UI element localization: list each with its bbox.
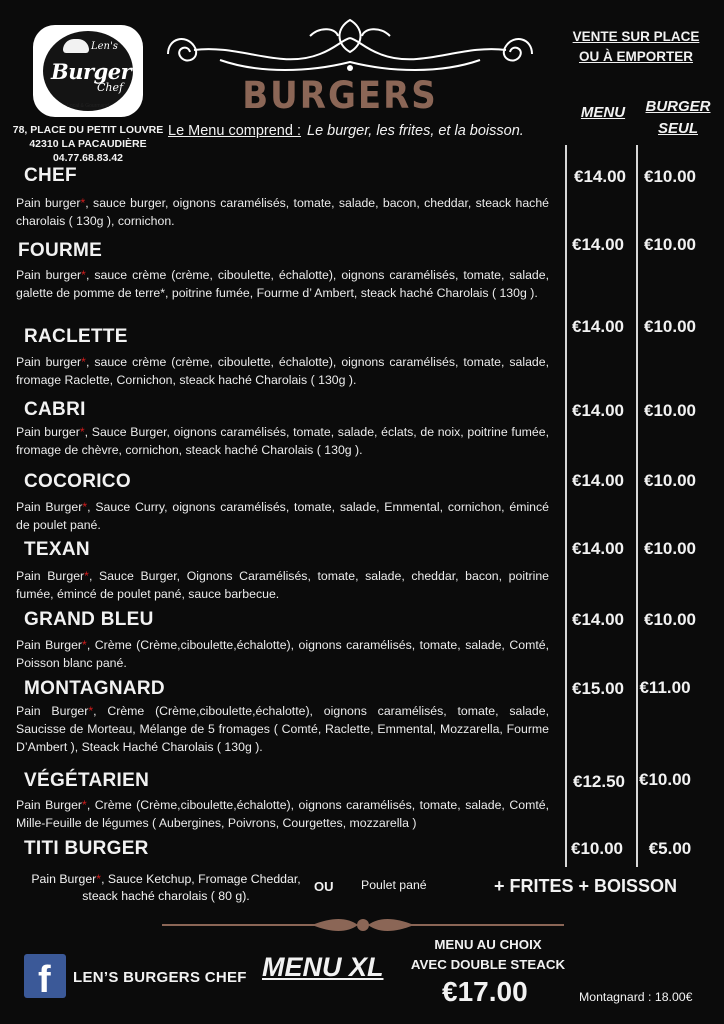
bread-label: Pain Burger xyxy=(16,638,83,652)
facebook-icon[interactable]: f xyxy=(24,954,66,998)
bread-label: Pain Burger xyxy=(16,798,83,812)
burger-name: COCORICO xyxy=(24,471,131,492)
burger-description xyxy=(16,194,549,230)
asterisk: * xyxy=(82,638,87,652)
burger-name: TEXAN xyxy=(24,539,90,560)
solo-price: €10.00 xyxy=(644,539,696,558)
solo-price: €10.00 xyxy=(644,471,696,490)
burger-name: MONTAGNARD xyxy=(24,678,165,699)
menu-price: €15.00 xyxy=(572,679,624,698)
burger-name: CABRI xyxy=(24,399,86,420)
sale-mode-line1: VENTE SUR PLACE xyxy=(572,29,700,44)
ingredients: , Sauce Ketchup, Fromage Cheddar, steack haché charolais ( 80 g). xyxy=(82,872,301,903)
bread-label: Pain burger xyxy=(16,355,82,369)
burger-icon xyxy=(63,39,89,53)
solo-price: €11.00 xyxy=(639,678,691,697)
phone-number: 04.77.68.83.42 xyxy=(52,152,124,164)
burger-name: CHEF xyxy=(24,165,77,186)
menu-xl-description xyxy=(408,935,568,975)
ingredients: , Crème (Crème,ciboulette,échalotte), oignons caramélisés, tomate, salade, Saucisse de Morteau, Mélange de 5 fromages ( Comté, Raclette, Emmental, Mozzarella, Fourme D’Ambert ), Steack Haché Charolais ( 130g ). xyxy=(16,704,549,754)
burger-description xyxy=(16,498,549,534)
solo-price: €10.00 xyxy=(639,770,691,789)
menu-price: €14.00 xyxy=(572,610,624,629)
logo-tagline: Local & Gourmand xyxy=(67,103,109,109)
titi-extras: + FRITES + BOISSON xyxy=(494,876,678,896)
column-header-burger-seul xyxy=(640,96,716,140)
asterisk: * xyxy=(96,872,102,886)
ingredients: , Sauce Curry, oignons caramélisés, tomate, salade, Emmental, cornichon, émincé de poulet pané. xyxy=(16,500,550,532)
solo-price: €10.00 xyxy=(644,401,696,420)
menu-xl-line2: AVEC DOUBLE STEACK xyxy=(410,957,566,972)
titi-burger-description xyxy=(16,871,316,905)
asterisk: * xyxy=(88,704,94,718)
ingredients: , sauce crème (crème, ciboulette, échalotte), oignons caramélisés, tomate, salade, galette de pomme de terre*, poitrine fumée, Fourme d’ Ambert, steack haché Charolais ( 130g ). xyxy=(16,268,549,300)
asterisk: * xyxy=(80,196,86,210)
bread-label: Pain Burger xyxy=(31,872,97,886)
logo-text-burger: Burger xyxy=(51,59,132,84)
menu-xl-title: MENU XL xyxy=(262,952,384,982)
burger-name: FOURME xyxy=(18,240,103,261)
montagnard-xl-price: Montagnard : 18.00€ xyxy=(579,990,693,1004)
burger-description xyxy=(16,353,549,389)
intro-label: Le Menu comprend : xyxy=(168,123,301,139)
solo-price: €10.00 xyxy=(644,610,696,629)
ingredients: , Sauce Burger, oignons caramélisés, tomate, salade, éclats, de noix, poitrine fumée, fromage de chèvre, cornichon, steack haché Charolais ( 130g ). xyxy=(16,425,549,457)
titi-burger-name: TITI BURGER xyxy=(24,838,149,859)
burger-description xyxy=(16,567,549,603)
menu-price: €14.00 xyxy=(572,317,624,336)
menu-xl-price: €17.00 xyxy=(442,976,528,1007)
burger-description xyxy=(16,702,549,756)
intro-text: Le burger, les frites, et la boisson. xyxy=(307,123,524,139)
address-line2: 42310 LA PACAUDIÈRE xyxy=(29,138,147,150)
burger-name: VÉGÉTARIEN xyxy=(24,770,150,791)
menu-price: €14.00 xyxy=(572,471,624,490)
ingredients: , Sauce Burger, Oignons Caramélisés, tomate, salade, cheddar, bacon, poitrine fumée, émincé de poulet pané, sauce barbecue. xyxy=(16,569,550,601)
burger-description xyxy=(16,266,549,302)
column-header-menu: MENU xyxy=(580,104,626,121)
asterisk: * xyxy=(81,268,86,282)
menu-intro xyxy=(168,123,524,139)
bread-label: Pain burger xyxy=(16,268,82,282)
burger-name: RACLETTE xyxy=(24,326,128,347)
menu-price: €14.00 xyxy=(572,235,624,254)
solo-price: €10.00 xyxy=(644,235,696,254)
page-title: BURGERS xyxy=(242,74,438,118)
bread-label: Pain Burger xyxy=(16,500,83,514)
solo-price: €5.00 xyxy=(648,839,692,858)
ingredients: , sauce crème (crème, ciboulette, échalotte), oignons caramélisés, tomate, salade, fromage Raclette, Cornichon, steack haché Charolais ( 130g ). xyxy=(16,355,549,387)
burger-name: GRAND BLEU xyxy=(24,609,154,630)
logo-text-chef: Chef xyxy=(97,81,124,94)
bread-label: Pain Burger xyxy=(16,704,89,718)
solo-price: €10.00 xyxy=(644,167,696,186)
asterisk: * xyxy=(79,425,85,439)
menu-price: €12.50 xyxy=(573,772,625,791)
bottom-divider xyxy=(162,914,564,936)
sale-mode-line2: OU À EMPORTER xyxy=(578,49,693,64)
ingredients: , Crème (Crème,ciboulette,échalotte), oignons caramélisés, tomate, salade, Comté, Poisson blanc pané. xyxy=(16,638,549,670)
burger-description xyxy=(16,423,549,459)
menu-price: €14.00 xyxy=(574,167,626,186)
bread-label: Pain burger xyxy=(16,425,80,439)
menu-price: €14.00 xyxy=(572,401,624,420)
bread-label: Pain burger xyxy=(16,196,81,210)
facebook-page-name[interactable]: LEN’S BURGERS CHEF xyxy=(73,969,247,986)
column-header-seul: SEUL xyxy=(657,120,698,137)
bread-label: Pain Burger xyxy=(16,569,85,583)
menu-price: €10.00 xyxy=(571,839,623,858)
menu-price: €14.00 xyxy=(572,539,624,558)
asterisk: * xyxy=(82,798,87,812)
asterisk: * xyxy=(84,569,89,583)
titi-alternative: Poulet pané xyxy=(361,878,427,892)
ingredients: , sauce burger, oignons caramélisés, tomate, salade, bacon, cheddar, steack haché charolais ( 130g ), cornichon. xyxy=(16,196,550,228)
solo-price: €10.00 xyxy=(644,317,696,336)
asterisk: * xyxy=(82,500,88,514)
burger-description xyxy=(16,796,549,832)
burger-description xyxy=(16,636,549,672)
ingredients: , Crème (Crème,ciboulette,échalotte), oignons caramélisés, tomate, salade, Comté, Mille-Feuille de légumes ( Aubergines, Poivrons, Courgettes, mozzarella ) xyxy=(16,798,549,830)
menu-xl-line1: MENU AU CHOIX xyxy=(434,937,542,952)
titi-or-label: OU xyxy=(314,879,334,894)
asterisk: * xyxy=(81,355,86,369)
column-header-burger: BURGER xyxy=(645,98,711,115)
address-line1: 78, PLACE DU PETIT LOUVRE xyxy=(12,124,164,136)
logo-text-lens: Len's xyxy=(91,41,118,52)
